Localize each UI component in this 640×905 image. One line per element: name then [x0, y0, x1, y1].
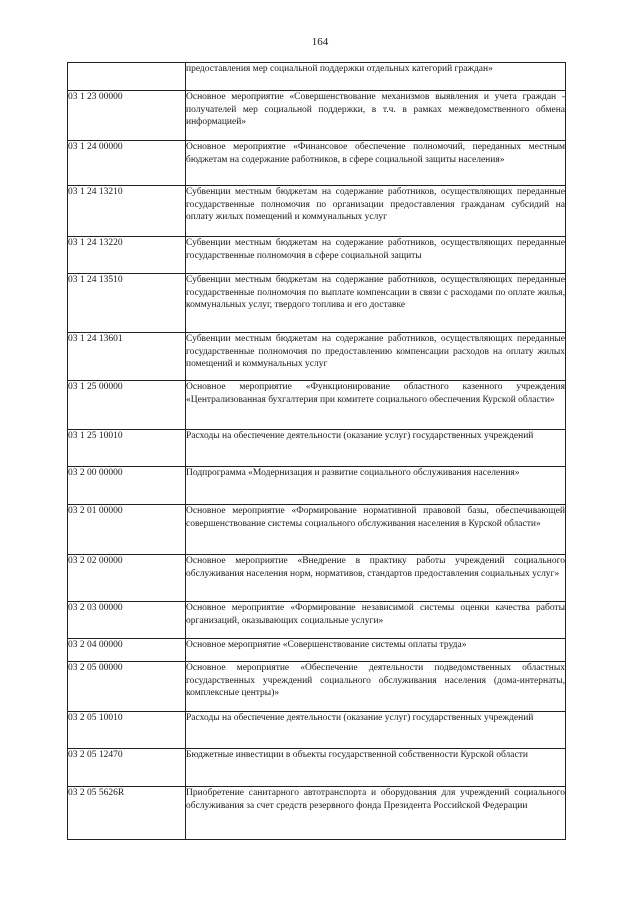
- row-code: 03 1 23 00000: [68, 91, 186, 141]
- page-number: 164: [311, 36, 329, 48]
- row-code: 03 1 24 13601: [68, 333, 186, 381]
- row-code: 03 2 00 00000: [68, 467, 186, 505]
- row-description: Основное мероприятие «Функционирование областного казенного учреждения «Централизованная бухгалтерия при комитете социального обеспечения Курской области»: [186, 381, 566, 430]
- row-code: 03 2 04 00000: [68, 639, 186, 662]
- table-row: [68, 639, 566, 662]
- row-description: Бюджетные инвестиции в объекты государственной собственности Курской области: [186, 749, 566, 787]
- table-row: [68, 712, 566, 749]
- row-code: 03 1 24 13220: [68, 237, 186, 274]
- row-description: Расходы на обеспечение деятельности (оказание услуг) государственных учреждений: [186, 430, 566, 467]
- table-row: [68, 381, 566, 430]
- table-row: [68, 333, 566, 381]
- table-row: [68, 141, 566, 186]
- row-code: 03 2 05 5626R: [68, 787, 186, 840]
- row-description: Приобретение санитарного автотранспорта и оборудования для учреждений социального обслуживания за счет средств резервного фонда Президента Российской Федерации: [186, 787, 566, 840]
- row-code: 03 2 05 00000: [68, 662, 186, 712]
- table-row: [68, 91, 566, 141]
- row-description: Основное мероприятие «Обеспечение деятельности подведомственных областных государственных учреждений социального обслуживания населения (дома-интернаты, комплексные центры)»: [186, 662, 566, 712]
- table-row: [68, 237, 566, 274]
- row-description: Субвенции местным бюджетам на содержание работников, осуществляющих переданные государственные полномочия по организации предоставления гражданам субсидий на оплату жилых помещений и коммунальных услуг: [186, 186, 566, 237]
- budget-classification-table: [67, 62, 566, 840]
- row-description: Основное мероприятие «Формирование независимой системы оценки качества работы организаций, оказывающих социальные услуги»: [186, 602, 566, 639]
- row-description: Расходы на обеспечение деятельности (оказание услуг) государственных учреждений: [186, 712, 566, 749]
- row-code: 03 1 24 13210: [68, 186, 186, 237]
- row-code: 03 1 25 10010: [68, 430, 186, 467]
- row-code: 03 1 25 00000: [68, 381, 186, 430]
- table-row: [68, 555, 566, 602]
- table-row: [68, 186, 566, 237]
- row-description: Основное мероприятие «Совершенствование системы оплаты труда»: [186, 639, 566, 662]
- row-description: Основное мероприятие «Совершенствование механизмов выявления и учета граждан - получателей мер социальной поддержки, в т.ч. в рамках межведомственного обмена информацией»: [186, 91, 566, 141]
- table-row: [68, 63, 566, 91]
- table-row: [68, 467, 566, 505]
- row-code: [68, 63, 186, 91]
- row-description: Субвенции местным бюджетам на содержание работников, осуществляющих переданные государственные полномочия по предоставлению компенсации расходов на оплату жилых помещений и коммунальных услуг: [186, 333, 566, 381]
- table-row: [68, 274, 566, 333]
- row-code: 03 2 05 10010: [68, 712, 186, 749]
- table-row: [68, 430, 566, 467]
- row-code: 03 2 01 00000: [68, 505, 186, 555]
- row-description: Подпрограмма «Модернизация и развитие социального обслуживания населения»: [186, 467, 566, 505]
- row-description: Субвенции местным бюджетам на содержание работников, осуществляющих переданные государственные полномочия по выплате компенсации в связи с расходами по оплате жилья, коммунальных услуг, твердого топлива и его доставке: [186, 274, 566, 333]
- row-description: Основное мероприятие «Формирование нормативной правовой базы, обеспечивающей совершенствование системы социального обслуживания населения в Курской области»: [186, 505, 566, 555]
- row-description: Субвенции местным бюджетам на содержание работников, осуществляющих переданные государственные полномочия в сфере социальной защиты: [186, 237, 566, 274]
- row-code: 03 1 24 13510: [68, 274, 186, 333]
- row-code: 03 1 24 00000: [68, 141, 186, 186]
- table-row: [68, 505, 566, 555]
- row-description: предоставления мер социальной поддержки отдельных категорий граждан»: [186, 63, 566, 91]
- row-code: 03 2 05 12470: [68, 749, 186, 787]
- row-description: Основное мероприятие «Финансовое обеспечение полномочий, переданных местным бюджетам на содержание работников, в сфере социальной защиты населения»: [186, 141, 566, 186]
- row-code: 03 2 02 00000: [68, 555, 186, 602]
- table-row: [68, 787, 566, 840]
- row-code: 03 2 03 00000: [68, 602, 186, 639]
- table-row: [68, 602, 566, 639]
- row-description: Основное мероприятие «Внедрение в практику работы учреждений социального обслуживания населения норм, нормативов, стандартов предоставления социальных услуг»: [186, 555, 566, 602]
- table-row: [68, 662, 566, 712]
- table-row: [68, 749, 566, 787]
